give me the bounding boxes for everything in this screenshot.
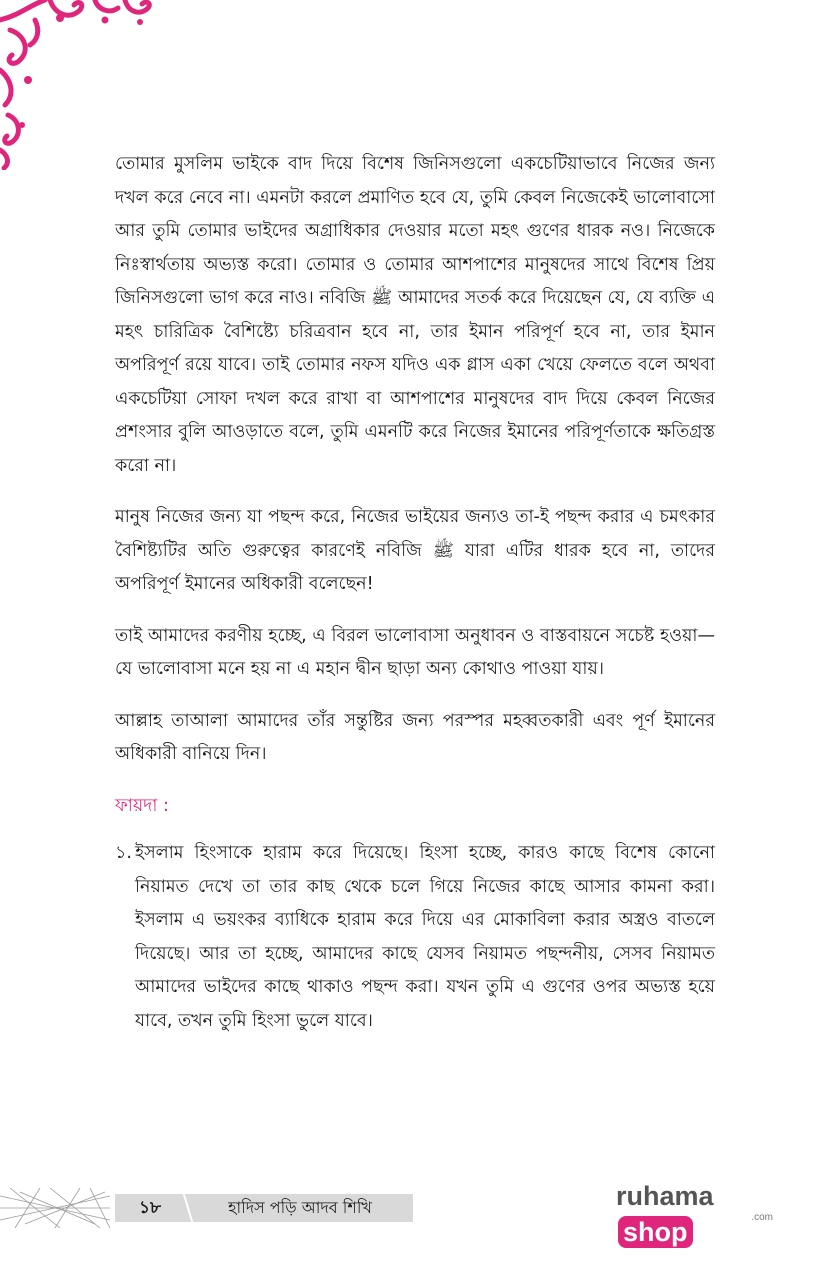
paragraph-4: আল্লাহ তাআলা আমাদের তাঁর সন্তুষ্টির জন্য পরস্পর মহব্বতকারী এবং পূর্ণ ইমানের অধিকারী বানিয়ে দিন।: [115, 710, 715, 764]
section-title: ফায়দা :: [115, 795, 169, 816]
page-footer: [0, 1181, 825, 1247]
paragraph-2: মানুষ নিজের জন্য যা পছন্দ করে, নিজের ভাইয়ের জন্যও তা-ই পছন্দ করার এ চমৎকার বৈশিষ্ট্যটির অতি গুরুত্বের কারণেই নবিজি ﷺ যারা এটির ধারক হবে না, তাদের অপরিপূর্ণ ইমানের অধিকারী বলেছেন!: [115, 507, 715, 594]
list-item: [115, 837, 715, 1038]
floral-ornament-icon: [0, 0, 160, 170]
list-item-number: ১.: [115, 843, 132, 863]
logo-sub-text: .com: [751, 1212, 773, 1223]
list-item-text: ইসলাম হিংসাকে হারাম করে দিয়েছে। হিংসা হচ্ছে, কারও কাছে বিশেষ কোনো নিয়ামত দেখে তা তার কাছ থেকে চলে গিয়ে নিজের কাছে আসার কামনা করা। ইসলাম এ ভয়ংকর ব্যাধিকে হারাম করে দিয়ে এর মোকাবিলা করার অস্ত্রও বাতলে দিয়েছে। আর তা হচ্ছে, আমাদের কাছে যেসব নিয়ামত পছন্দনীয়, সেসব নিয়ামত আমাদের ভাইদের কাছে থাকাও পছন্দ করা। যখন তুমি এ গুণের ওপর অভ্যস্ত হয়ে যাবে, তখন তুমি হিংসা ভুলে যাবে।: [135, 843, 715, 1031]
page-number: ১৮: [138, 1198, 162, 1218]
logo-main-text: ruhama: [616, 1181, 714, 1211]
paragraph-1: তোমার মুসলিম ভাইকে বাদ দিয়ে বিশেষ জিনিসগুলো একচেটিয়াভাবে নিজের জন্য দখল করে নেবে না। এমনটা করলে প্রমাণিত হবে যে, তুমি কেবল নিজেকেই ভালোবাসো আর তুমি তোমার ভাইদের অগ্রাধিকার দেওয়ার মতো মহৎ গুণের ধারক নও। নিজেকে নিঃস্বার্থতায় অভ্যস্ত করো। তোমার ও তোমার আশপাশের মানুষদের সাথে বিশেষ প্রিয় জিনিসগুলো ভাগ করে নাও। নবিজি ﷺ আমাদের সতর্ক করে দিয়েছেন যে, যে ব্যক্তি এ মহৎ চারিত্রিক বৈশিষ্ট্যে চরিত্রবান হবে না, তার ইমান পরিপূর্ণ হবে না, তার ইমান অপরিপূর্ণ রয়ে যাবে। তাই তোমার নফস যদিও এক গ্লাস একা খেয়ে ফেলতে বলে অথবা একচেটিয়া সোফা দখল করে রাখা বা আশপাশের মানুষদের বাদ দিয়ে কেবল নিজের প্রশংসার বুলি আওড়াতে বলে, তুমি এমনটি করে নিজের ইমানের পরিপূর্ণতাকে ক্ষতিগ্রস্ত করো না।: [115, 154, 716, 476]
book-title: হাদিস পড়ি আদব শিখি: [228, 1198, 372, 1217]
paragraph-3: তাই আমাদের করণীয় হচ্ছে, এ বিরল ভালোবাসা অনুধাবন ও বাস্তবায়নে সচেষ্ট হওয়া—যে ভালোবাসা মনে হয় না এ মহান দ্বীন ছাড়া অন্য কোথাও পাওয়া যায়।: [115, 625, 715, 679]
main-content: [115, 148, 715, 1038]
ruhamashop-logo: [616, 1178, 781, 1247]
logo-shop-text: shop: [618, 1216, 693, 1248]
